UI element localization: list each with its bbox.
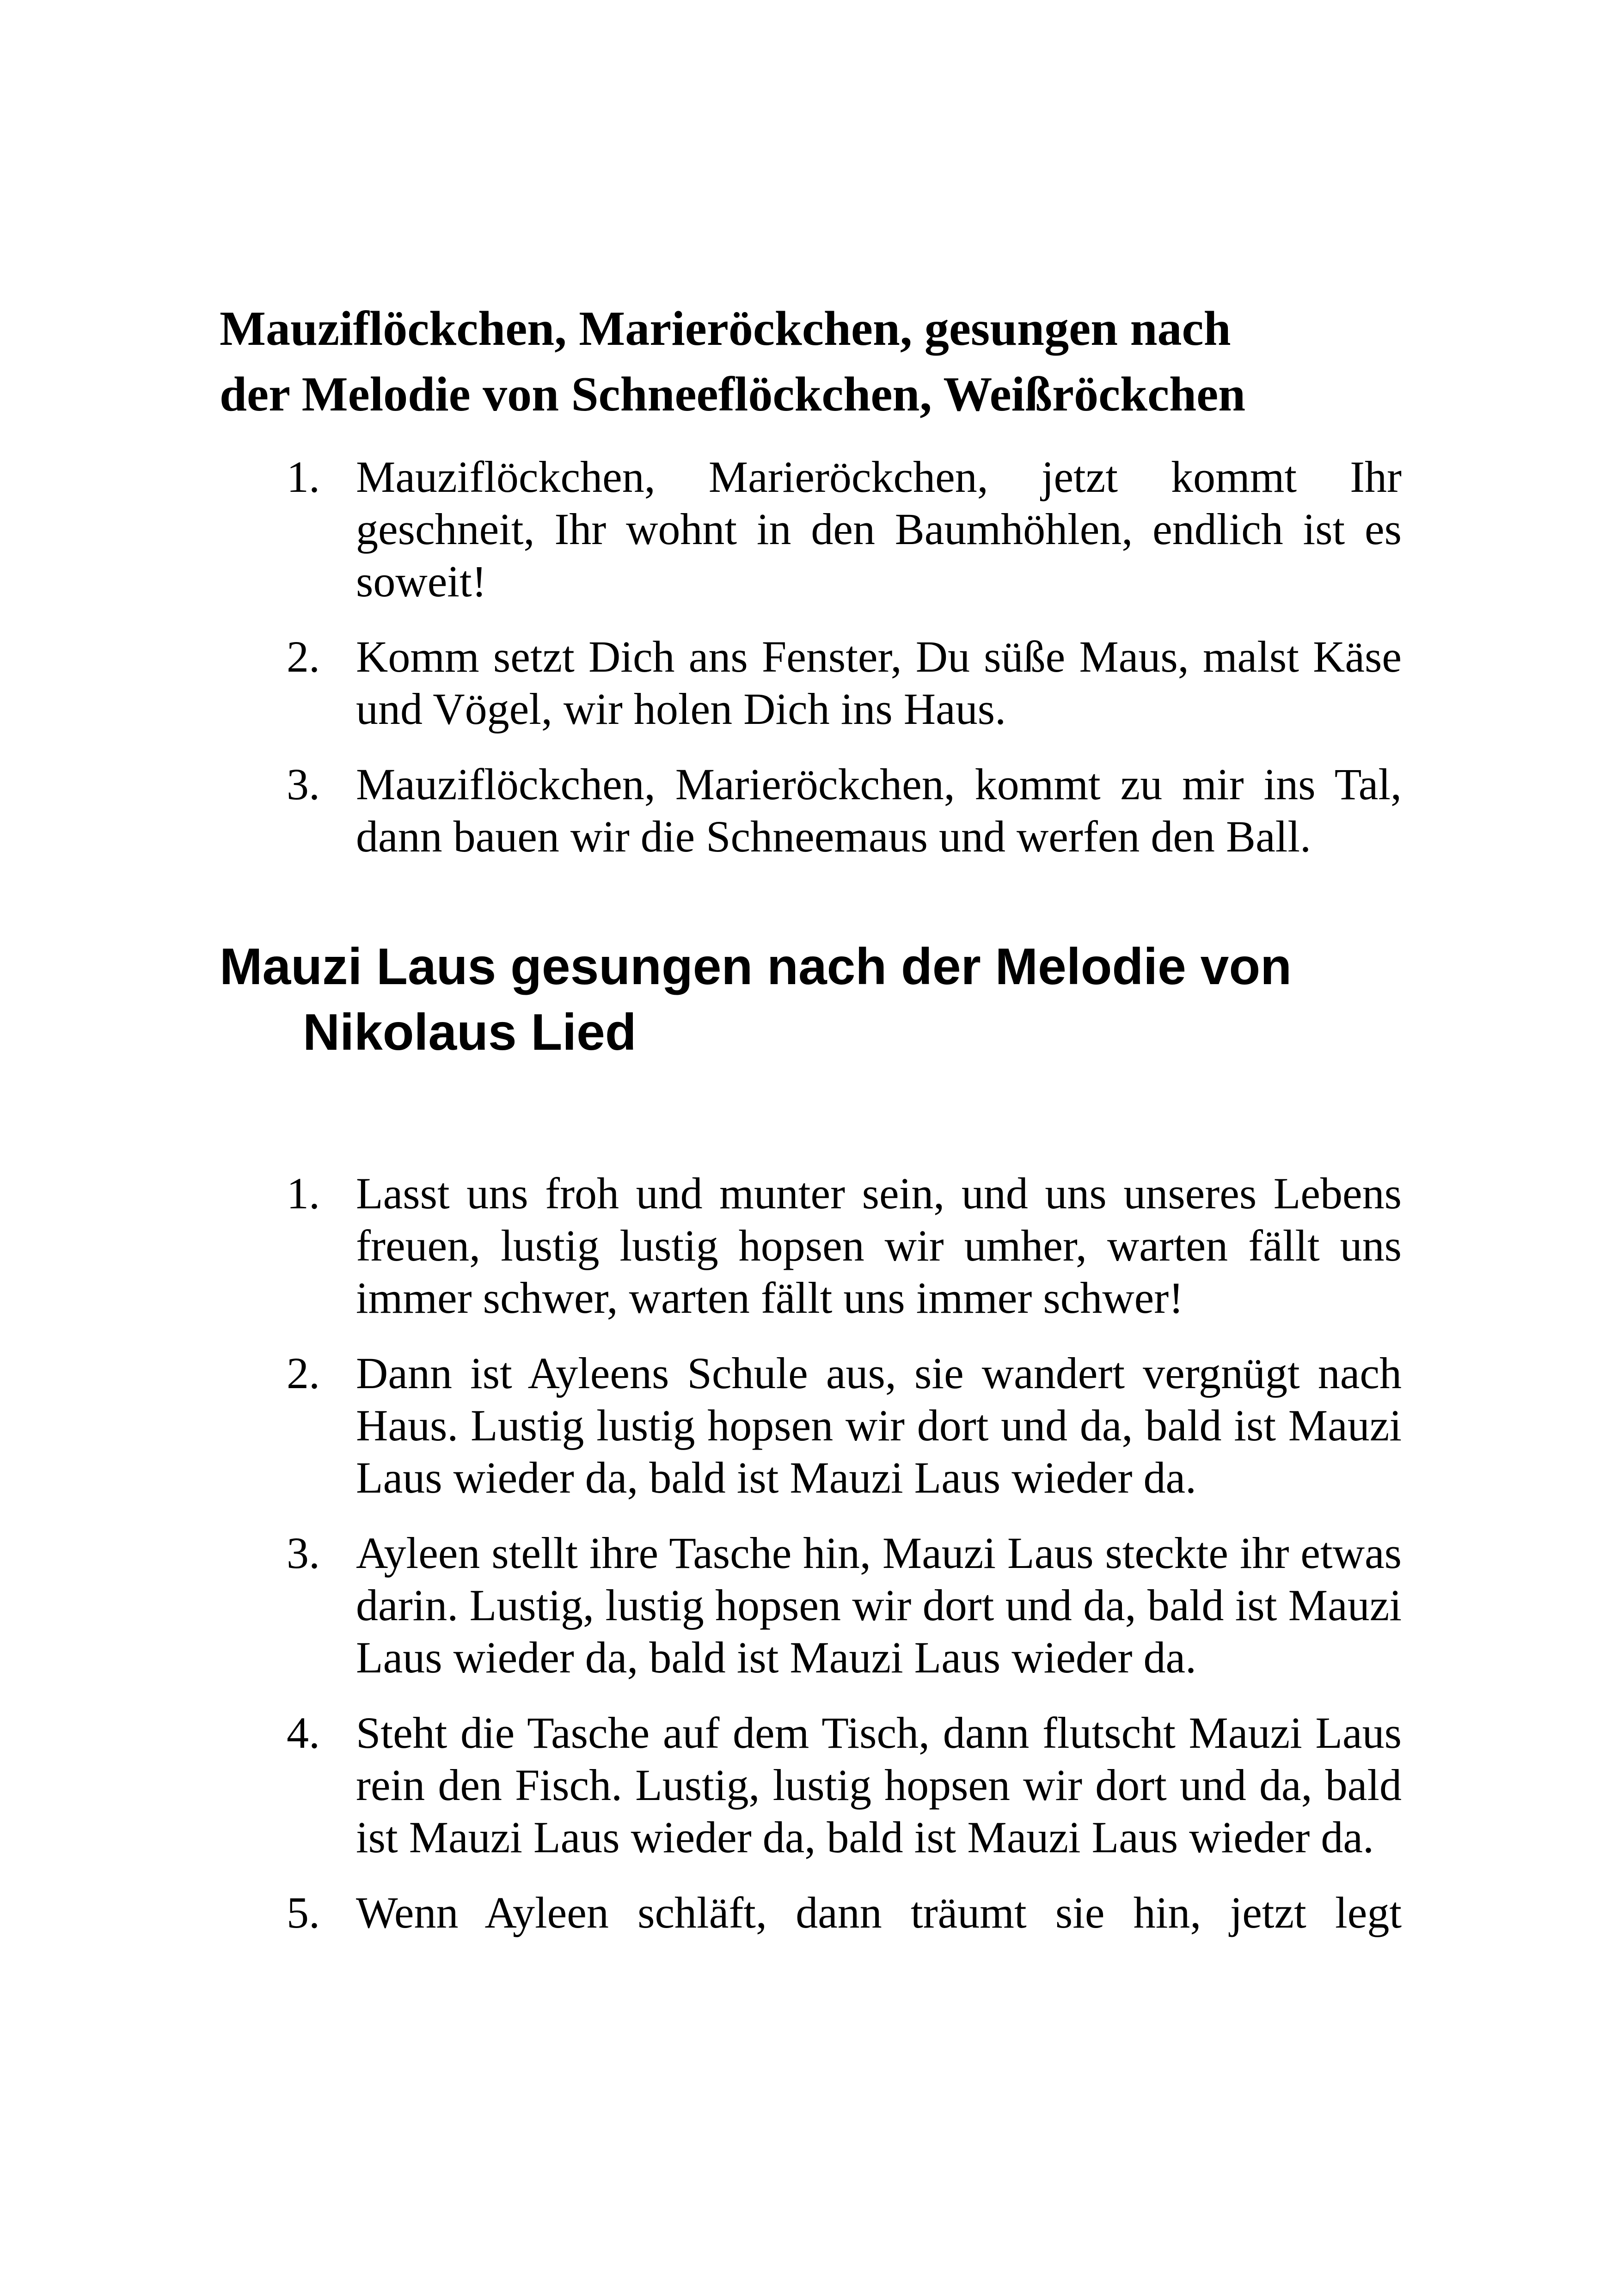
song-2-verses xyxy=(0,1167,1618,1962)
verse-number: 1. xyxy=(287,452,320,502)
verse-item xyxy=(0,758,1402,863)
verse-text: Lasst uns froh und munter sein, und uns unseres Lebens freuen, lustig lustig hopsen wir umher, warten fällt uns immer schwer, warten fällt uns immer schwer! xyxy=(356,1169,1402,1322)
verse-text: Dann ist Ayleens Schule aus, sie wandert vergnügt nach Haus. Lustig lustig hopsen wir dort und da, bald ist Mauzi Laus wieder da, bald ist Mauzi Laus wieder da. xyxy=(356,1348,1402,1502)
song-title-1-line-1: Mauziflöckchen, Marieröckchen, gesungen nach xyxy=(220,301,1231,355)
verse-number: 2. xyxy=(287,632,320,681)
verse-text: Ayleen stellt ihre Tasche hin, Mauzi Laus steckte ihr etwas darin. Lustig, lustig hopsen wir dort und da, bald ist Mauzi Laus wieder da, bald ist Mauzi Laus wieder da. xyxy=(356,1528,1402,1682)
verse-item xyxy=(0,631,1402,735)
verse-item xyxy=(0,1886,1402,1939)
song-1-verses xyxy=(0,451,1618,886)
verse-item xyxy=(0,1707,1402,1863)
verse-number: 4. xyxy=(287,1708,320,1757)
verse-number: 2. xyxy=(287,1348,320,1398)
verse-item xyxy=(0,1347,1402,1504)
verse-text: Komm setzt Dich ans Fenster, Du süße Maus, malst Käse und Vögel, wir holen Dich ins Haus. xyxy=(356,632,1402,734)
verse-text: Steht die Tasche auf dem Tisch, dann flutscht Mauzi Laus rein den Fisch. Lustig, lustig hopsen wir dort und da, bald ist Mauzi Laus wieder da, bald ist Mauzi Laus wieder da. xyxy=(356,1708,1402,1862)
verse-number: 1. xyxy=(287,1169,320,1218)
verse-text: Mauziflöckchen, Marieröckchen, jetzt kommt Ihr geschneit, Ihr wohnt in den Baumhöhlen, endlich ist es soweit! xyxy=(356,452,1402,606)
song-title-2-line-1: Mauzi Laus gesungen nach der Melodie von xyxy=(220,938,1292,995)
verse-number: 5. xyxy=(287,1888,320,1937)
verse-number: 3. xyxy=(287,759,320,809)
verse-number: 3. xyxy=(287,1528,320,1578)
verse-text: Wenn Ayleen schläft, dann träumt sie hin, jetzt legt xyxy=(356,1888,1402,1937)
verse-item xyxy=(0,1527,1402,1684)
song-title-1-line-2: der Melodie von Schneeflöckchen, Weißröckchen xyxy=(220,367,1246,421)
verse-item xyxy=(0,451,1402,607)
song-title-1 xyxy=(220,296,1403,427)
song-title-2-line-2: Nikolaus Lied xyxy=(303,1004,637,1061)
song-title-2 xyxy=(220,934,1422,1065)
verse-text: Mauziflöckchen, Marieröckchen, kommt zu mir ins Tal, dann bauen wir die Schneemaus und werfen den Ball. xyxy=(356,759,1402,861)
verse-item xyxy=(0,1167,1402,1324)
